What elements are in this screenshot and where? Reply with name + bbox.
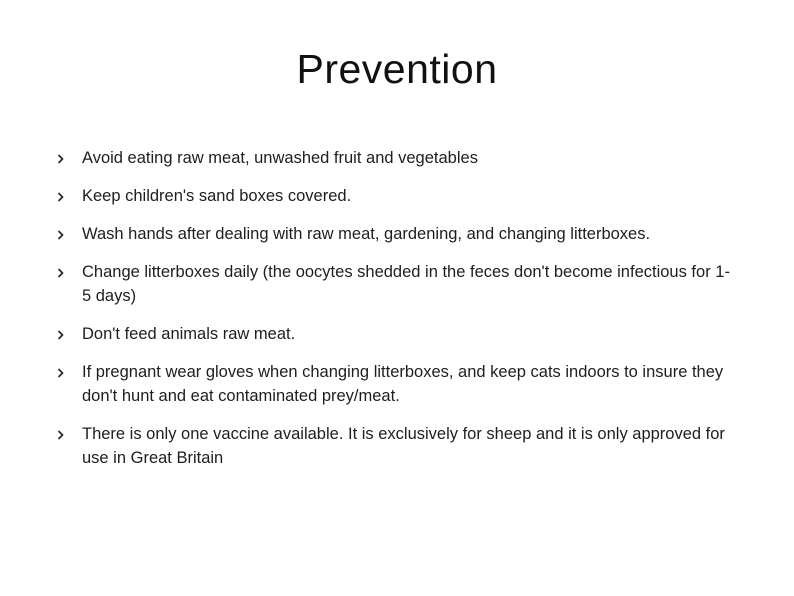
bullet-text: Wash hands after dealing with raw meat, gardening, and changing litterboxes. [82,225,651,243]
bullet-text: Don't feed animals raw meat. [82,325,296,343]
slide-title: Prevention [296,46,498,92]
bullet-item [57,260,737,308]
bullet-item [57,146,737,170]
chevron-right-icon [57,429,65,441]
bullet-text: Change litterboxes daily (the oocytes shedded in the feces don't become infectious for 1-5 days) [82,263,730,305]
chevron-right-icon [57,229,65,241]
bullet-text: If pregnant wear gloves when changing litterboxes, and keep cats indoors to insure they don't hunt and eat contaminated prey/meat. [82,363,724,405]
chevron-right-icon [57,367,65,379]
bullet-item [57,422,737,470]
chevron-right-icon [57,153,65,165]
bullet-item [57,360,737,408]
bullet-text: Keep children's sand boxes covered. [82,187,352,205]
bullet-list [57,146,737,470]
bullet-text: Avoid eating raw meat, unwashed fruit and vegetables [82,149,478,167]
chevron-right-icon [57,191,65,203]
bullet-text: There is only one vaccine available. It is exclusively for sheep and it is only approved for use in Great Britain [82,425,725,467]
bullet-item [57,184,737,208]
chevron-right-icon [57,267,65,279]
chevron-right-icon [57,329,65,341]
bullet-item [57,322,737,346]
bullet-item [57,222,737,246]
